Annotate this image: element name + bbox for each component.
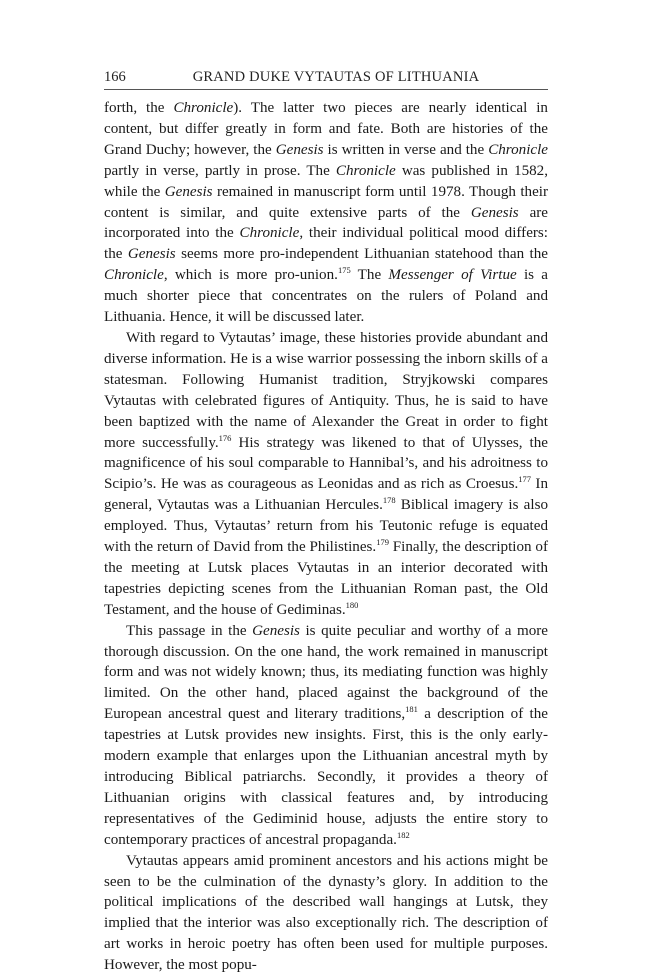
- running-title: GRAND DUKE VYTAUTAS OF LITHUANIA: [192, 69, 480, 85]
- text-run: This passage in the: [126, 622, 253, 639]
- paragraph: [104, 621, 548, 851]
- italic-title: Genesis: [127, 246, 176, 263]
- paragraph: [104, 851, 548, 976]
- text-run: , which is more pro-union.: [163, 267, 338, 284]
- text-run: seems more pro-independent Lithuanian statehood than the: [175, 246, 548, 263]
- text-run: Finally, the description of the meeting at Lutsk places Vytautas in an interior decorated with tapestries depicting scenes from the Lithuanian Roman past, the Old Testament, and the house of Gediminas.: [104, 539, 548, 618]
- text-run: , their individual political mood differs: the: [104, 225, 548, 263]
- text-run: In general, Vytautas was a Lithuanian Hercules.: [104, 476, 548, 514]
- footnote-ref: 177: [518, 474, 531, 485]
- page-header: [104, 67, 548, 90]
- text-run: Vytautas appears amid prominent ancestors and his actions might be seen to be the culmination of the dynasty’s glory. In addition to the political implications of the described wall hangings at Lutsk, they implied that the interior was also exceptionally rich. The description of art works in heroic poetry has often been used for multiple purposes. However, the most popu-: [104, 852, 548, 974]
- text-run: remained in manuscript form until 1978. Though their content is similar, and quite extensive parts of the: [104, 183, 548, 221]
- footnote-ref: 180: [345, 599, 359, 610]
- text-run: are incorporated into the: [104, 204, 548, 242]
- italic-title: Messenger of Virtue: [388, 267, 517, 284]
- italic-title: Genesis: [164, 183, 213, 200]
- italic-title: Chronicle: [173, 100, 234, 116]
- text-run: is written in verse and the: [323, 141, 489, 158]
- text-run: The: [350, 267, 389, 284]
- italic-title: Chronicle: [488, 141, 548, 158]
- paragraph: [104, 98, 548, 328]
- text-run: With regard to Vytautas’ image, these histories provide abundant and diverse information. He is a wise warrior possessing the inborn skills of a statesman. Following Humanist tradition, Stryjkowski compares Vytautas with celebrated figures of Antiquity. Thus, he is said to have been baptized with the name of Alexander the Great in order to fight more successfully.: [104, 329, 548, 451]
- text-run: was published in 1582, while the: [104, 162, 549, 200]
- text-run: ). The latter two pieces are nearly identical in content, but differ greatly in form and fate. Both are histories of the Grand Duchy; however, the: [104, 100, 548, 158]
- italic-title: Chronicle: [335, 162, 396, 179]
- footnote-ref: 178: [382, 495, 396, 506]
- footnote-ref: 182: [396, 829, 410, 840]
- body-text: [104, 98, 548, 976]
- text-run: is quite peculiar and worthy of a more thorough discussion. On the one hand, the work remained in manuscript form and was not widely known; thus, its mediating function was highly limited. On the other hand, placed against the background of the European ancestral quest and literary traditions,: [104, 622, 548, 723]
- page-number: 166: [104, 69, 126, 85]
- italic-title: Genesis: [252, 622, 300, 639]
- text-run: partly in verse, partly in prose. The: [104, 162, 336, 179]
- text-run: is a much shorter piece that concentrates on the rulers of Poland and Lithuania. Hence, it will be discussed later.: [104, 267, 549, 326]
- text-run: a description of the tapestries at Lutsk provides new insights. First, this is the only early-modern example that enlarges upon the Lithuanian ancestral myth by introducing Biblical patriarchs. Secondly, it provides a theory of Lithuanian origins with classical features and, by introducing representatives of the Gediminid house, adjusts the entire story to contemporary practices of ancestral propaganda.: [104, 706, 548, 848]
- paragraph: [104, 328, 548, 621]
- text-run: His strategy was likened to that of Ulysses, the magnificence of his soul comparable to Hannibal’s, and his adroitness to Scipio’s. He was as courageous as Leonidas and as rich as Croesus.: [104, 434, 548, 493]
- text-run: forth, the: [104, 100, 174, 116]
- italic-title: Chronicle: [239, 225, 300, 242]
- text-run: Biblical imagery is also employed. Thus, Vytautas’ return from his Teutonic refuge is equated with the return of David from the Philistines.: [104, 497, 548, 556]
- italic-title: Genesis: [470, 204, 519, 221]
- footnote-ref: 176: [218, 432, 232, 443]
- italic-title: Genesis: [275, 141, 324, 158]
- footnote-ref: 179: [376, 537, 389, 548]
- footnote-ref: 175: [337, 265, 351, 276]
- footnote-ref: 181: [405, 704, 418, 715]
- italic-title: Chronicle: [104, 267, 164, 284]
